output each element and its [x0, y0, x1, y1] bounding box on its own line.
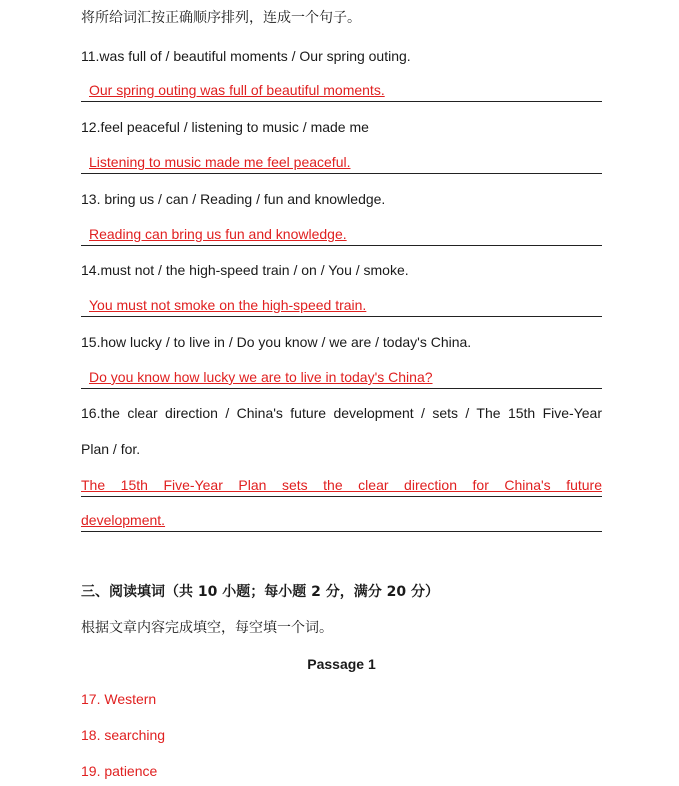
answer-text: The 15th Five-Year Plan sets the clear direction for China's future [81, 477, 602, 493]
question-16-prompt-line2: Plan / for. [81, 441, 141, 457]
instruction-text: 将所给词汇按正确顺序排列，连成一个句子。 [81, 10, 361, 26]
question-13-answer [81, 223, 602, 246]
answer-text: Our spring outing was full of beautiful moments. [89, 82, 385, 98]
answer-text: Do you know how lucky we are to live in today's China? [89, 369, 433, 385]
answer-17: 17. Western [81, 691, 157, 707]
question-11-prompt: 11.was full of / beautiful moments / Our spring outing. [81, 48, 411, 64]
answer-text: Listening to music made me feel peaceful. [89, 154, 351, 170]
question-15-answer [81, 366, 602, 389]
section-3-heading: 三、阅读填词（共 10 小题；每小题 2 分，满分 20 分） [81, 584, 439, 600]
answer-text: development. [81, 512, 166, 528]
question-14-prompt: 14.must not / the high-speed train / on / You / smoke. [81, 262, 409, 278]
answer-18: 18. searching [81, 727, 166, 743]
question-16-prompt-line1: 16.the clear direction / China's future development / sets / The 15th Five-Year [81, 405, 602, 421]
answer-text: You must not smoke on the high-speed train. [89, 297, 367, 313]
question-16-answer-line1 [81, 474, 602, 497]
question-14-answer [81, 294, 602, 317]
answer-text: Reading can bring us fun and knowledge. [89, 226, 347, 242]
question-12-prompt: 12.feel peaceful / listening to music / made me [81, 119, 369, 135]
question-15-prompt: 15.how lucky / to live in / Do you know / we are / today's China. [81, 334, 472, 350]
question-16-answer-line2 [81, 509, 602, 532]
section-3-instruction: 根据文章内容完成填空，每空填一个词。 [81, 620, 333, 636]
question-11-answer [81, 79, 602, 102]
answer-19: 19. patience [81, 763, 158, 779]
question-12-answer [81, 151, 602, 174]
passage-title: Passage 1 [307, 656, 376, 672]
question-13-prompt: 13. bring us / can / Reading / fun and knowledge. [81, 191, 386, 207]
